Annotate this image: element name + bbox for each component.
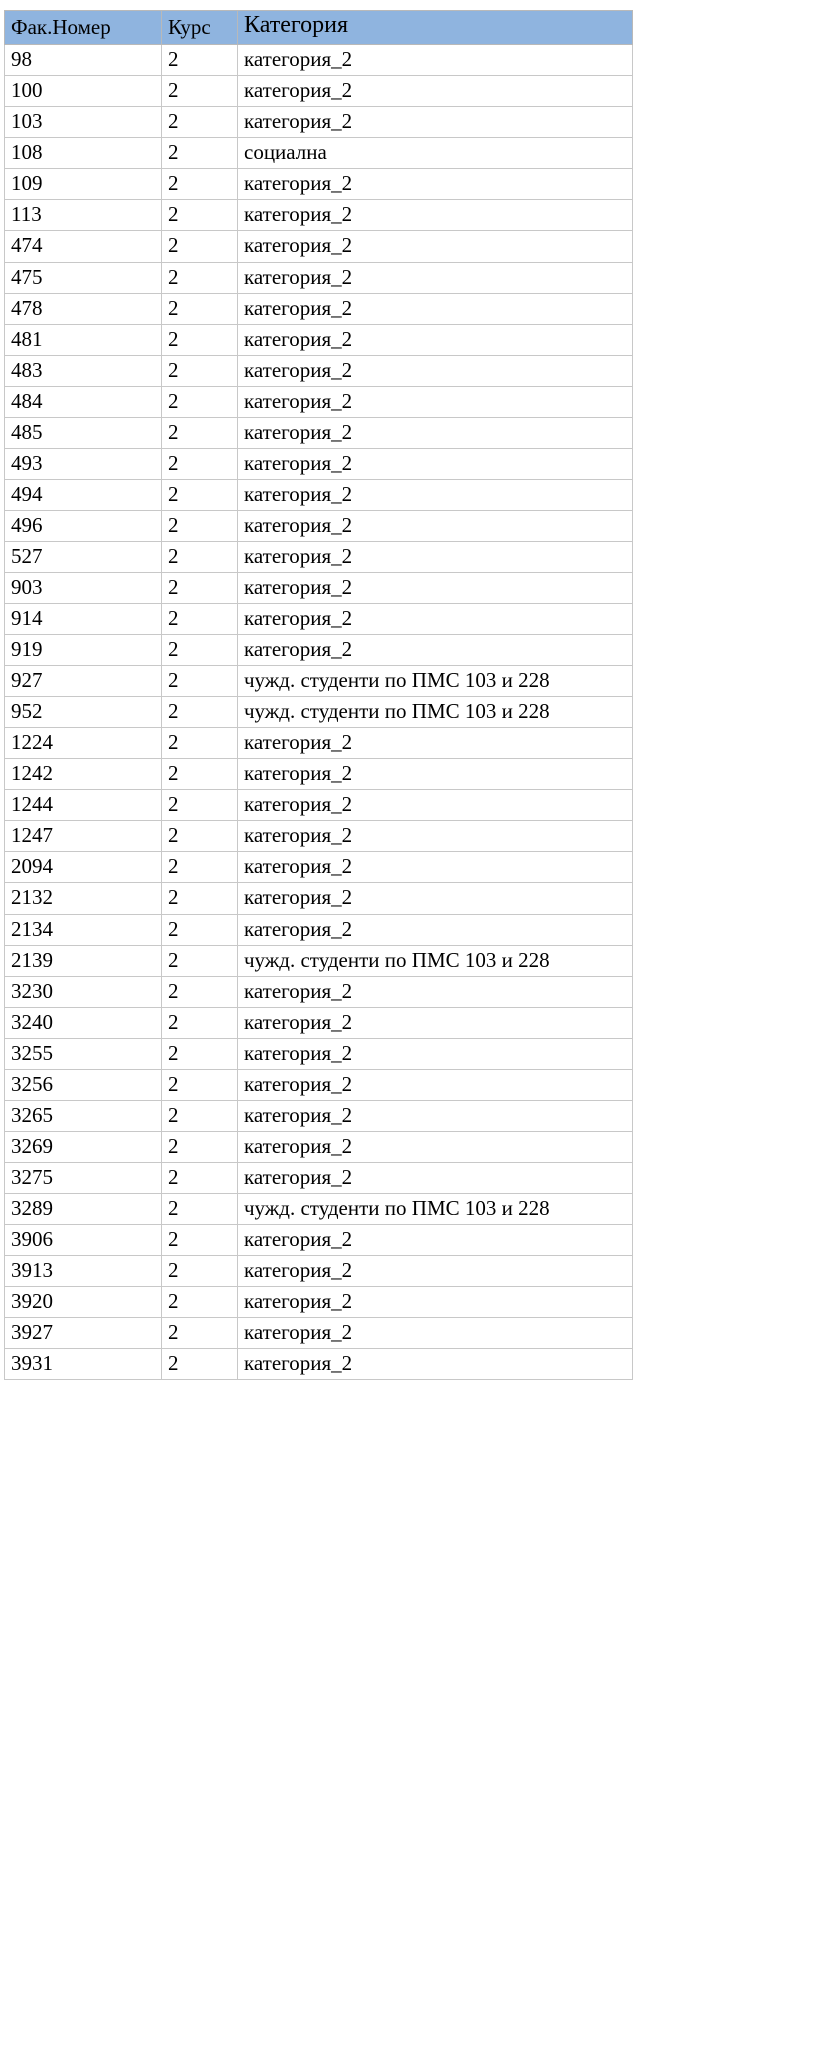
cell-kurs[interactable]: 2 [162,1224,238,1255]
cell-fak-nomer[interactable]: 1244 [5,790,162,821]
table-header-row [5,11,633,45]
table-row[interactable] [5,852,633,883]
cell-kategoriya[interactable]: категория_2 [238,76,633,107]
cell-kurs[interactable]: 2 [162,852,238,883]
cell-kurs[interactable]: 2 [162,448,238,479]
cell-fak-nomer[interactable]: 2134 [5,914,162,945]
cell-fak-nomer[interactable]: 474 [5,231,162,262]
table-row[interactable] [5,479,633,510]
cell-kurs[interactable]: 2 [162,1349,238,1380]
cell-kurs[interactable]: 2 [162,1193,238,1224]
cell-fak-nomer[interactable]: 481 [5,324,162,355]
cell-kurs[interactable]: 2 [162,200,238,231]
cell-kategoriya[interactable]: категория_2 [238,169,633,200]
cell-kurs[interactable]: 2 [162,1162,238,1193]
table-row[interactable] [5,1193,633,1224]
cell-fak-nomer[interactable]: 1224 [5,728,162,759]
table-row[interactable] [5,355,633,386]
cell-kategoriya[interactable]: категория_2 [238,1069,633,1100]
cell-fak-nomer[interactable]: 3255 [5,1038,162,1069]
cell-kategoriya[interactable]: чужд. студенти по ПМС 103 и 228 [238,1193,633,1224]
cell-kategoriya[interactable]: категория_2 [238,231,633,262]
cell-kategoriya[interactable]: категория_2 [238,324,633,355]
cell-kategoriya[interactable]: категория_2 [238,262,633,293]
cell-kategoriya[interactable]: категория_2 [238,883,633,914]
cell-kurs[interactable]: 2 [162,1287,238,1318]
cell-fak-nomer[interactable]: 3240 [5,1007,162,1038]
table-row[interactable] [5,635,633,666]
cell-kurs[interactable]: 2 [162,107,238,138]
cell-kategoriya[interactable]: категория_2 [238,479,633,510]
table-row[interactable] [5,976,633,1007]
cell-fak-nomer[interactable]: 2094 [5,852,162,883]
cell-fak-nomer[interactable]: 478 [5,293,162,324]
table-row[interactable] [5,169,633,200]
cell-kurs[interactable]: 2 [162,293,238,324]
cell-kurs[interactable]: 2 [162,697,238,728]
cell-kurs[interactable]: 2 [162,976,238,1007]
cell-kategoriya[interactable]: категория_2 [238,728,633,759]
table-row[interactable] [5,728,633,759]
cell-kurs[interactable]: 2 [162,635,238,666]
table-row[interactable] [5,1069,633,1100]
cell-kategoriya[interactable]: категория_2 [238,1038,633,1069]
cell-kategoriya[interactable]: категория_2 [238,1007,633,1038]
cell-fak-nomer[interactable]: 103 [5,107,162,138]
cell-kurs[interactable]: 2 [162,45,238,76]
cell-fak-nomer[interactable]: 108 [5,138,162,169]
table-row[interactable] [5,790,633,821]
cell-kurs[interactable]: 2 [162,883,238,914]
table-row[interactable] [5,293,633,324]
cell-fak-nomer[interactable]: 3265 [5,1100,162,1131]
cell-fak-nomer[interactable]: 903 [5,572,162,603]
cell-fak-nomer[interactable]: 3920 [5,1287,162,1318]
cell-kurs[interactable]: 2 [162,1318,238,1349]
column-header-fak-nomer[interactable]: Фак.Номер [5,11,162,45]
cell-kurs[interactable]: 2 [162,1256,238,1287]
cell-kurs[interactable]: 2 [162,759,238,790]
cell-kategoriya[interactable]: категория_2 [238,976,633,1007]
table-row[interactable] [5,821,633,852]
cell-fak-nomer[interactable]: 3256 [5,1069,162,1100]
cell-kurs[interactable]: 2 [162,1038,238,1069]
cell-kurs[interactable]: 2 [162,417,238,448]
cell-fak-nomer[interactable]: 496 [5,510,162,541]
cell-fak-nomer[interactable]: 100 [5,76,162,107]
table-header [5,11,633,45]
cell-kurs[interactable]: 2 [162,355,238,386]
cell-kurs[interactable]: 2 [162,541,238,572]
cell-kategoriya[interactable]: категория_2 [238,1256,633,1287]
cell-kurs[interactable]: 2 [162,169,238,200]
cell-kategoriya[interactable]: категория_2 [238,790,633,821]
cell-kurs[interactable]: 2 [162,510,238,541]
table-row[interactable] [5,386,633,417]
cell-kurs[interactable]: 2 [162,790,238,821]
cell-fak-nomer[interactable]: 3906 [5,1224,162,1255]
cell-fak-nomer[interactable]: 919 [5,635,162,666]
cell-kategoriya[interactable]: категория_2 [238,448,633,479]
cell-kategoriya[interactable]: категория_2 [238,821,633,852]
cell-kategoriya[interactable]: категория_2 [238,852,633,883]
cell-kategoriya[interactable]: категория_2 [238,293,633,324]
table-row[interactable] [5,1349,633,1380]
cell-fak-nomer[interactable]: 483 [5,355,162,386]
cell-fak-nomer[interactable]: 3931 [5,1349,162,1380]
cell-fak-nomer[interactable]: 98 [5,45,162,76]
cell-kategoriya[interactable]: социална [238,138,633,169]
cell-kurs[interactable]: 2 [162,604,238,635]
cell-kurs[interactable]: 2 [162,231,238,262]
cell-kurs[interactable]: 2 [162,324,238,355]
cell-kurs[interactable]: 2 [162,138,238,169]
cell-fak-nomer[interactable]: 1242 [5,759,162,790]
students-table [4,10,633,1380]
table-row[interactable] [5,604,633,635]
cell-fak-nomer[interactable]: 952 [5,697,162,728]
cell-fak-nomer[interactable]: 113 [5,200,162,231]
table-row[interactable] [5,417,633,448]
cell-fak-nomer[interactable]: 527 [5,541,162,572]
cell-kategoriya[interactable]: категория_2 [238,635,633,666]
cell-kategoriya[interactable]: категория_2 [238,759,633,790]
cell-fak-nomer[interactable]: 3275 [5,1162,162,1193]
cell-fak-nomer[interactable]: 494 [5,479,162,510]
cell-kurs[interactable]: 2 [162,386,238,417]
cell-kategoriya[interactable]: категория_2 [238,1318,633,1349]
table-row[interactable] [5,231,633,262]
table-row[interactable] [5,324,633,355]
table-row[interactable] [5,510,633,541]
cell-fak-nomer[interactable]: 2132 [5,883,162,914]
cell-kategoriya[interactable]: категория_2 [238,1131,633,1162]
table-row[interactable] [5,1100,633,1131]
cell-kategoriya[interactable]: категория_2 [238,386,633,417]
cell-kategoriya[interactable]: категория_2 [238,107,633,138]
table-row[interactable] [5,1162,633,1193]
cell-kategoriya[interactable]: категория_2 [238,45,633,76]
column-header-kurs[interactable]: Курс [162,11,238,45]
table-row[interactable] [5,541,633,572]
cell-kurs[interactable]: 2 [162,666,238,697]
table-body [5,45,633,1380]
cell-kurs[interactable]: 2 [162,945,238,976]
cell-kategoriya[interactable]: категория_2 [238,914,633,945]
table-row[interactable] [5,45,633,76]
cell-fak-nomer[interactable]: 484 [5,386,162,417]
cell-fak-nomer[interactable]: 3927 [5,1318,162,1349]
table-row[interactable] [5,1007,633,1038]
cell-kurs[interactable]: 2 [162,572,238,603]
table-row[interactable] [5,914,633,945]
column-header-kategoriya[interactable]: Категория [238,11,633,45]
cell-fak-nomer[interactable]: 1247 [5,821,162,852]
cell-fak-nomer[interactable]: 2139 [5,945,162,976]
cell-fak-nomer[interactable]: 3269 [5,1131,162,1162]
table-row[interactable] [5,945,633,976]
table-row[interactable] [5,448,633,479]
table-row[interactable] [5,1318,633,1349]
cell-fak-nomer[interactable]: 485 [5,417,162,448]
cell-fak-nomer[interactable]: 493 [5,448,162,479]
cell-kurs[interactable]: 2 [162,1007,238,1038]
table-row[interactable] [5,759,633,790]
cell-kurs[interactable]: 2 [162,914,238,945]
table-row[interactable] [5,107,633,138]
cell-kategoriya[interactable]: категория_2 [238,355,633,386]
cell-kategoriya[interactable]: категория_2 [238,417,633,448]
cell-kurs[interactable]: 2 [162,262,238,293]
table-row[interactable] [5,883,633,914]
table-row[interactable] [5,138,633,169]
cell-kategoriya[interactable]: категория_2 [238,604,633,635]
cell-kategoriya[interactable]: чужд. студенти по ПМС 103 и 228 [238,945,633,976]
table-row[interactable] [5,1224,633,1255]
cell-kategoriya[interactable]: категория_2 [238,200,633,231]
cell-kurs[interactable]: 2 [162,1069,238,1100]
table-row[interactable] [5,697,633,728]
cell-fak-nomer[interactable]: 109 [5,169,162,200]
cell-fak-nomer[interactable]: 3913 [5,1256,162,1287]
cell-kategoriya[interactable]: категория_2 [238,1224,633,1255]
table-row[interactable] [5,1287,633,1318]
cell-kategoriya[interactable]: чужд. студенти по ПМС 103 и 228 [238,697,633,728]
cell-kurs[interactable]: 2 [162,728,238,759]
table-row[interactable] [5,76,633,107]
cell-kurs[interactable]: 2 [162,1131,238,1162]
table-row[interactable] [5,200,633,231]
cell-kurs[interactable]: 2 [162,821,238,852]
cell-kategoriya[interactable]: чужд. студенти по ПМС 103 и 228 [238,666,633,697]
cell-fak-nomer[interactable]: 3289 [5,1193,162,1224]
cell-kurs[interactable]: 2 [162,479,238,510]
cell-kategoriya[interactable]: категория_2 [238,1162,633,1193]
cell-kurs[interactable]: 2 [162,76,238,107]
table-row[interactable] [5,666,633,697]
table-row[interactable] [5,1131,633,1162]
cell-kategoriya[interactable]: категория_2 [238,1349,633,1380]
cell-kategoriya[interactable]: категория_2 [238,541,633,572]
table-row[interactable] [5,572,633,603]
cell-kategoriya[interactable]: категория_2 [238,510,633,541]
cell-fak-nomer[interactable]: 3230 [5,976,162,1007]
cell-fak-nomer[interactable]: 927 [5,666,162,697]
table-row[interactable] [5,1038,633,1069]
cell-kategoriya[interactable]: категория_2 [238,572,633,603]
cell-fak-nomer[interactable]: 475 [5,262,162,293]
table-row[interactable] [5,1256,633,1287]
cell-kategoriya[interactable]: категория_2 [238,1287,633,1318]
cell-fak-nomer[interactable]: 914 [5,604,162,635]
cell-kategoriya[interactable]: категория_2 [238,1100,633,1131]
cell-kurs[interactable]: 2 [162,1100,238,1131]
table-row[interactable] [5,262,633,293]
